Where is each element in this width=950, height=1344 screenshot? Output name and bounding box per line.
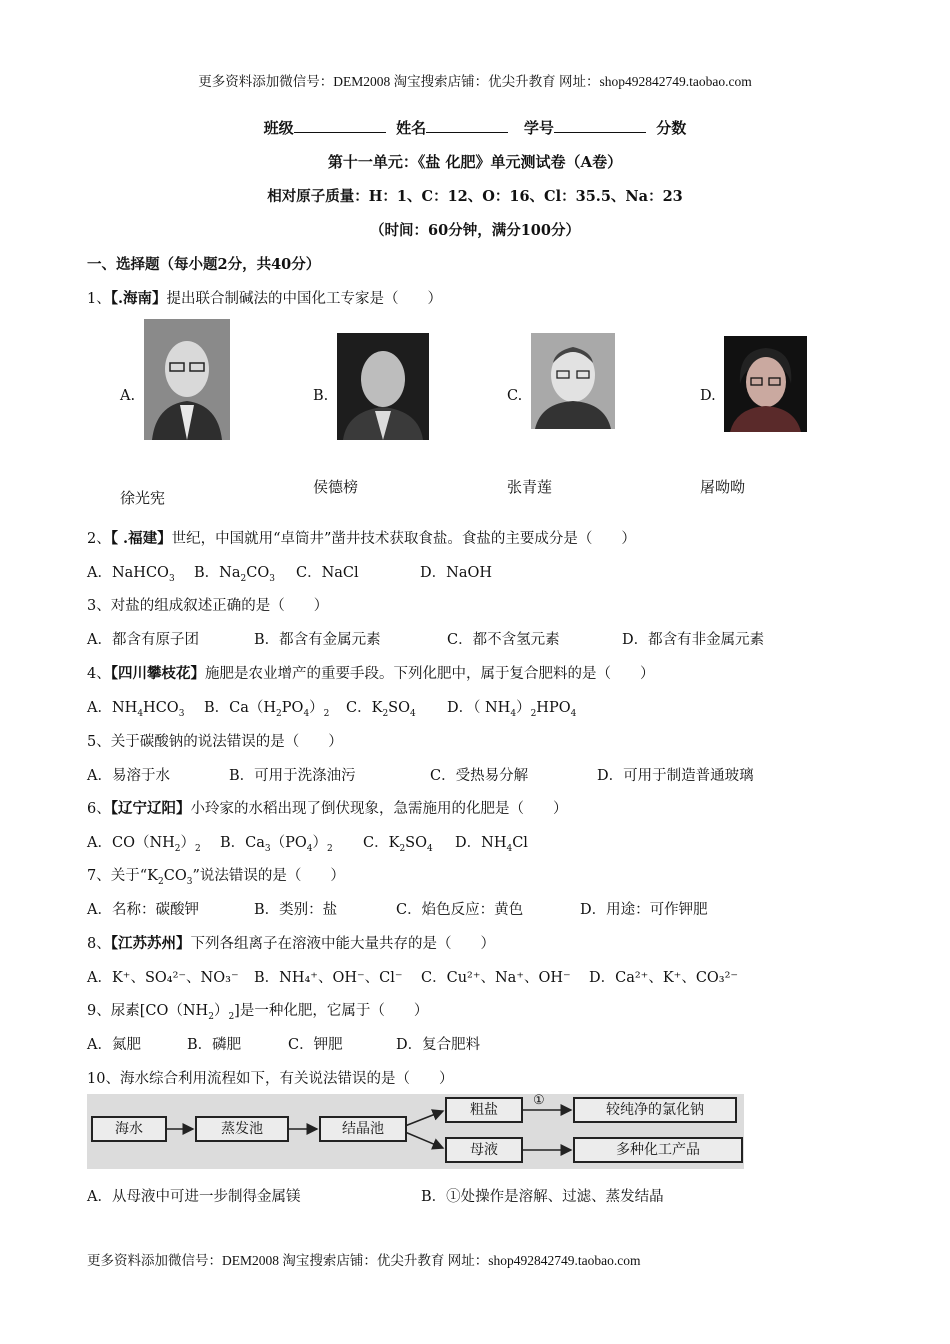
flow-evaporation-pool: 蒸发池 [195,1116,289,1142]
q4-a-text2: HCO [143,700,179,716]
q8-source: 【江苏苏州】 [110,935,191,952]
class-blank[interactable] [294,118,386,133]
page-footer: 更多资料添加微信号：DEM2008 淘宝搜索店铺：优尖升教育 网址：shop492842749.taobao.com [87,1253,641,1268]
question-7 [87,864,345,887]
q9-sub2: 2 [228,1011,235,1022]
q6-option-c[interactable] [363,831,433,854]
q9-text1: 9、尿素[CO（NH [87,1003,209,1019]
q2-text: 世纪，中国就用“卓筒井”凿井技术获取食盐。食盐的主要成分是（ ） [171,531,636,547]
q8-option-b[interactable]: B．NH₄⁺、OH⁻、Cl⁻ [254,970,403,986]
flow-mother-liquor: 母液 [445,1137,523,1163]
q4-a-sub2: 3 [178,708,185,719]
question-2 [87,527,636,548]
exam-title: 第十一单元：《盐 化肥》单元测试卷（A卷） [327,153,623,171]
q7-option-c[interactable]: C．焰色反应：黄色 [396,902,524,918]
q6-a-sub2: 2 [195,843,201,854]
q9-sub1: 2 [208,1011,214,1022]
flow-crude-salt: 粗盐 [445,1097,523,1123]
q4-b-text2: PO [281,700,304,716]
q4-d-sub2: 2 [530,708,537,719]
q4-option-d[interactable] [447,696,576,719]
atomic-masses: 相对原子质量：H：1、C：12、O：16、Cl：35.5、Na：23 [267,188,683,205]
q4-d-sub3: 4 [570,708,577,719]
q2-option-b[interactable] [194,561,275,584]
q6-option-d[interactable] [455,831,528,854]
portrait-b-image [337,333,429,440]
question-8 [87,932,495,953]
q6-a-text: A．CO（NH [87,835,175,851]
question-5: 5、关于碳酸钠的说法错误的是（ ） [87,734,343,750]
q6-option-a[interactable] [87,831,201,854]
q3-option-d[interactable]: D．都含有非金属元素 [622,632,765,648]
q6-b-sub: 3 [264,843,271,854]
section-title: 一、选择题（每小题2分，共40分） [87,256,321,273]
q4-b-sub2: 4 [303,708,310,719]
q1-text: 提出联合制碱法的中国化工专家是（ ） [166,291,443,307]
q5-option-a[interactable]: A．易溶于水 [87,768,170,784]
q2-option-a[interactable] [87,561,175,584]
q7-sub2: 3 [186,876,193,887]
q4-b-text: B．Ca（H [204,700,277,716]
q6-b-text: B．Ca [220,835,265,851]
q4-c-text: C．K [346,700,383,716]
score-label: 分数 [656,119,687,137]
q6-d-sub: 4 [506,843,513,854]
q8-option-c[interactable]: C．Cu²⁺、Na⁺、OH⁻ [421,970,571,986]
option-d-letter: D. [700,388,716,404]
q3-option-c[interactable]: C．都不含氢元素 [447,632,560,648]
q7-text2: CO [163,868,187,884]
q5-option-c[interactable]: C．受热易分解 [430,768,529,784]
q2-number: 2、 [87,531,111,547]
q2-b-sub2: 3 [269,573,275,584]
q7-text3: ”说法错误的是（ ） [192,868,345,884]
q3-option-b[interactable]: B．都含有金属元素 [254,632,381,648]
q6-b-text2: （PO [270,835,307,851]
flow-step-1: ① [533,1093,545,1108]
q5-option-d[interactable]: D．可用于制造普通玻璃 [597,768,754,784]
question-1 [87,287,442,308]
q9-option-c[interactable]: C．钾肥 [288,1037,343,1053]
q6-b-sub3: 2 [327,843,333,854]
q8-option-d[interactable]: D．Ca²⁺、K⁺、CO₃²⁻ [589,970,739,986]
q4-number: 4、 [87,666,111,682]
q10-option-a[interactable]: A．从母液中可进一步制得金属镁 [87,1189,301,1205]
q4-option-c[interactable] [346,696,416,719]
option-c-letter: C. [507,388,523,404]
q4-c-sub2: 4 [410,708,416,719]
number-blank[interactable] [554,118,646,133]
q9-option-d[interactable]: D．复合肥料 [396,1037,481,1053]
q6-option-b[interactable] [220,831,333,854]
q6-d-text: D．NH [455,835,507,851]
name-blank[interactable] [426,118,508,133]
q6-c-text: C．K [363,835,400,851]
q6-a-sub: 2 [174,843,181,854]
q9-option-a[interactable]: A．氮肥 [87,1037,141,1053]
q4-source: 【四川攀枝花】 [110,665,205,682]
q2-option-c[interactable]: C．NaCl [296,565,359,581]
q6-c-sub2: 4 [427,843,433,854]
q1-source: 【.海南】 [110,290,167,307]
question-9 [87,999,428,1022]
q4-b-text3: ） [309,700,324,716]
q4-text: 施肥是农业增产的重要手段。下列化肥中，属于复合肥料的是（ ） [204,666,655,682]
option-a-letter: A. [120,388,136,404]
question-6 [87,797,567,818]
class-label: 班级 [263,119,294,137]
q6-d-text2: Cl [512,835,528,851]
flow-pure-nacl: 较纯净的氯化钠 [573,1097,737,1123]
q2-a-text: A．NaHCO [87,565,169,581]
q4-d-text3: HPO [536,700,571,716]
flow-chemical-products: 多种化工产品 [573,1137,743,1163]
q4-d-text2: ） [516,700,531,716]
q2-b-text: B．Na [194,565,241,581]
q8-number: 8、 [87,936,111,952]
q7-text1: 7、关于“K [87,868,158,884]
seawater-flow-diagram [87,1094,744,1169]
q3-option-a[interactable]: A．都含有原子团 [87,632,199,648]
q5-option-b[interactable]: B．可用于洗涤油污 [229,768,356,784]
portrait-c-image [531,333,615,429]
q6-c-sub: 2 [399,843,406,854]
question-4 [87,662,654,683]
name-label: 姓名 [396,119,427,137]
q7-option-d[interactable]: D．用途：可作钾肥 [580,902,708,918]
q4-a-sub: 4 [137,708,144,719]
q4-c-sub: 2 [382,708,389,719]
q4-d-sub: 4 [510,708,517,719]
portrait-d-image [724,336,807,432]
q7-option-b[interactable]: B．类别：盐 [254,902,338,918]
q6-c-text2: SO [405,835,427,851]
q4-b-sub: 2 [276,708,282,719]
q6-a-text2: ） [180,835,196,851]
q2-option-d[interactable]: D．NaOH [420,565,492,581]
student-info-line [0,117,950,138]
q4-option-b[interactable] [204,696,329,719]
q1-number: 1、 [87,291,111,307]
time-info: （时间：60分钟，满分100分） [370,222,580,239]
q6-source: 【辽宁辽阳】 [110,800,191,817]
q4-c-text2: SO [388,700,410,716]
portrait-a-image [144,319,230,440]
q4-b-sub3: 2 [323,708,330,719]
q2-b-text2: CO [246,565,270,581]
question-3: 3、对盐的组成叙述正确的是（ ） [87,598,329,614]
q2-b-sub: 2 [240,573,247,584]
q9-option-b[interactable]: B．磷肥 [187,1037,242,1053]
q4-option-a[interactable] [87,696,184,719]
q6-b-text3: ） [312,835,328,851]
flow-crystallization-pool: 结晶池 [319,1116,407,1142]
q7-sub1: 2 [157,876,164,887]
option-c-name: 张青莲 [507,478,553,496]
q2-source: 【 .福建】 [110,530,172,547]
option-d-name: 屠呦呦 [700,478,746,496]
option-b-letter: B. [313,388,329,404]
q7-option-a[interactable]: A．名称：碳酸钾 [87,902,199,918]
q4-d-text: D．（ NH [447,700,511,716]
number-label: 学号 [523,119,554,137]
q6-text: 小玲家的水稻出现了倒伏现象，急需施用的化肥是（ ） [190,801,568,817]
question-10: 10、海水综合利用流程如下，有关说法错误的是（ ） [87,1071,454,1087]
option-a-name: 徐光宪 [120,489,166,507]
option-b-name: 侯德榜 [313,478,359,496]
q9-text2: ） [213,1003,229,1019]
page-header: 更多资料添加微信号：DEM2008 淘宝搜索店铺：优尖升教育 网址：shop492842749.taobao.com [198,74,752,89]
q6-number: 6、 [87,801,111,817]
q4-a-text: A．NH [87,700,138,716]
q8-option-a[interactable]: A．K⁺、SO₄²⁻、NO₃⁻ [87,970,239,986]
q6-b-sub2: 4 [306,843,313,854]
flow-seawater: 海水 [91,1116,167,1142]
q2-a-sub: 3 [168,573,175,584]
q10-option-b[interactable]: B．①处操作是溶解、过滤、蒸发结晶 [421,1189,664,1205]
q9-text3: ]是一种化肥，它属于（ ） [234,1003,429,1019]
q8-text: 下列各组离子在溶液中能大量共存的是（ ） [190,936,495,952]
